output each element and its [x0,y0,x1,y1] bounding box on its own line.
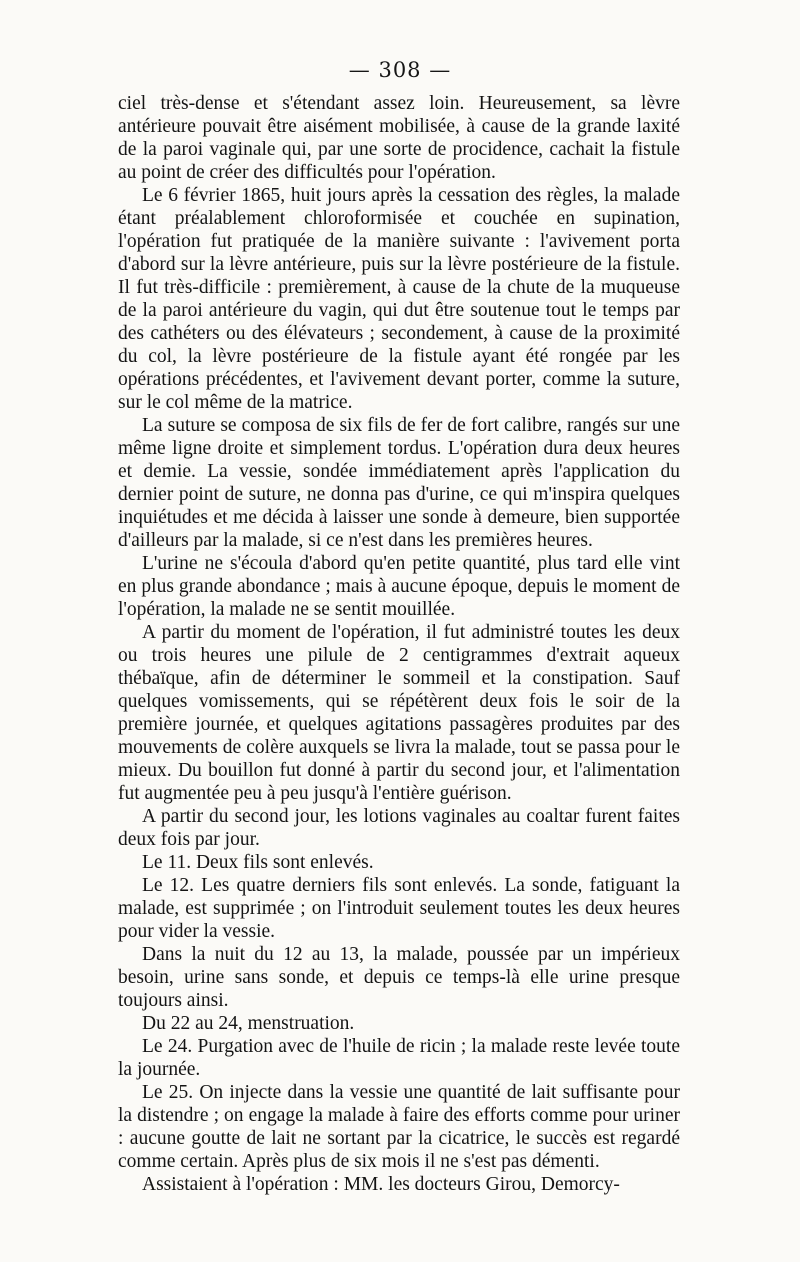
paragraph: Dans la nuit du 12 au 13, la malade, poussée par un impérieux besoin, urine sans sonde, et depuis ce temps-là elle urine presque toujours ainsi. [118,944,680,1011]
paragraph: Assistaient à l'opération : MM. les docteurs Girou, Demorcy- [142,1174,620,1195]
paragraph: Le 6 février 1865, huit jours après la cessation des règles, la malade étant préalablement chloroformisée et couchée en supination, l'opération fut pratiquée de la manière suivante : l'avivement porta d'abord sur la lèvre antérieure, puis sur la lèvre postérieure de la fistule. Il fut très-difficile : premièrement, à cause de la chute de la muqueuse de la paroi antérieure du vagin, qui dut être soutenue tout le temps par des cathéters ou des élévateurs ; secondement, à cause de la proximité du col, la lèvre postérieure de la fistule ayant été rongée par les opérations précédentes, et l'avivement devant porter, comme la suture, sur le col même de la matrice. [118,185,680,413]
paragraph: A partir du moment de l'opération, il fut administré toutes les deux ou trois heures une pilule de 2 centigrammes d'extrait aqueux thébaïque, afin de déterminer le sommeil et la constipation. Sauf quelques vomissements, qui se répétèrent deux fois le soir de la première journée, et quelques agitations passagères produites par des mouvements de colère auxquels se livra la malade, tout se passa pour le mieux. Du bouillon fut donné à partir du second jour, et l'alimentation fut augmentée peu à peu jusqu'à l'entière guérison. [118,622,680,804]
paragraph: Le 11. Deux fils sont enlevés. [142,852,374,873]
paragraph: ciel très-dense et s'étendant assez loin. Heureusement, sa lèvre antérieure pouvait être aisément mobilisée, à cause de la grande laxité de la paroi vaginale qui, par une sorte de procidence, cachait la fistule au point de créer des difficultés pour l'opération. [118,93,680,183]
paragraph: Du 22 au 24, menstruation. [142,1013,355,1034]
paragraph: L'urine ne s'écoula d'abord qu'en petite quantité, plus tard elle vint en plus grande abondance ; mais à aucune époque, depuis le moment de l'opération, la malade ne se sentit mouillée. [118,553,680,620]
body-text [118,92,680,1196]
paragraph: Le 25. On injecte dans la vessie une quantité de lait suffisante pour la distendre ; on engage la malade à faire des efforts comme pour uriner : aucune goutte de lait ne sortant par la cicatrice, le succès est regardé comme certain. Après plus de six mois il ne s'est pas démenti. [118,1082,680,1172]
paragraph: La suture se composa de six fils de fer de fort calibre, rangés sur une même ligne droite et simplement tordus. L'opération dura deux heures et demie. La vessie, sondée immédiatement après l'application du dernier point de suture, ne donna pas d'urine, ce qui m'inspira quelques inquiétudes et me décida à laisser une sonde à demeure, bien supportée d'ailleurs par la malade, si ce n'est dans les premières heures. [118,415,680,551]
page-number: — 308 — [348,58,452,82]
paragraph: Le 24. Purgation avec de l'huile de ricin ; la malade reste levée toute la journée. [118,1036,680,1080]
paragraph: A partir du second jour, les lotions vaginales au coaltar furent faites deux fois par jour. [118,806,680,850]
paragraph: Le 12. Les quatre derniers fils sont enlevés. La sonde, fatiguant la malade, est supprimée ; on l'introduit seulement toutes les deux heures pour vider la vessie. [118,875,680,942]
